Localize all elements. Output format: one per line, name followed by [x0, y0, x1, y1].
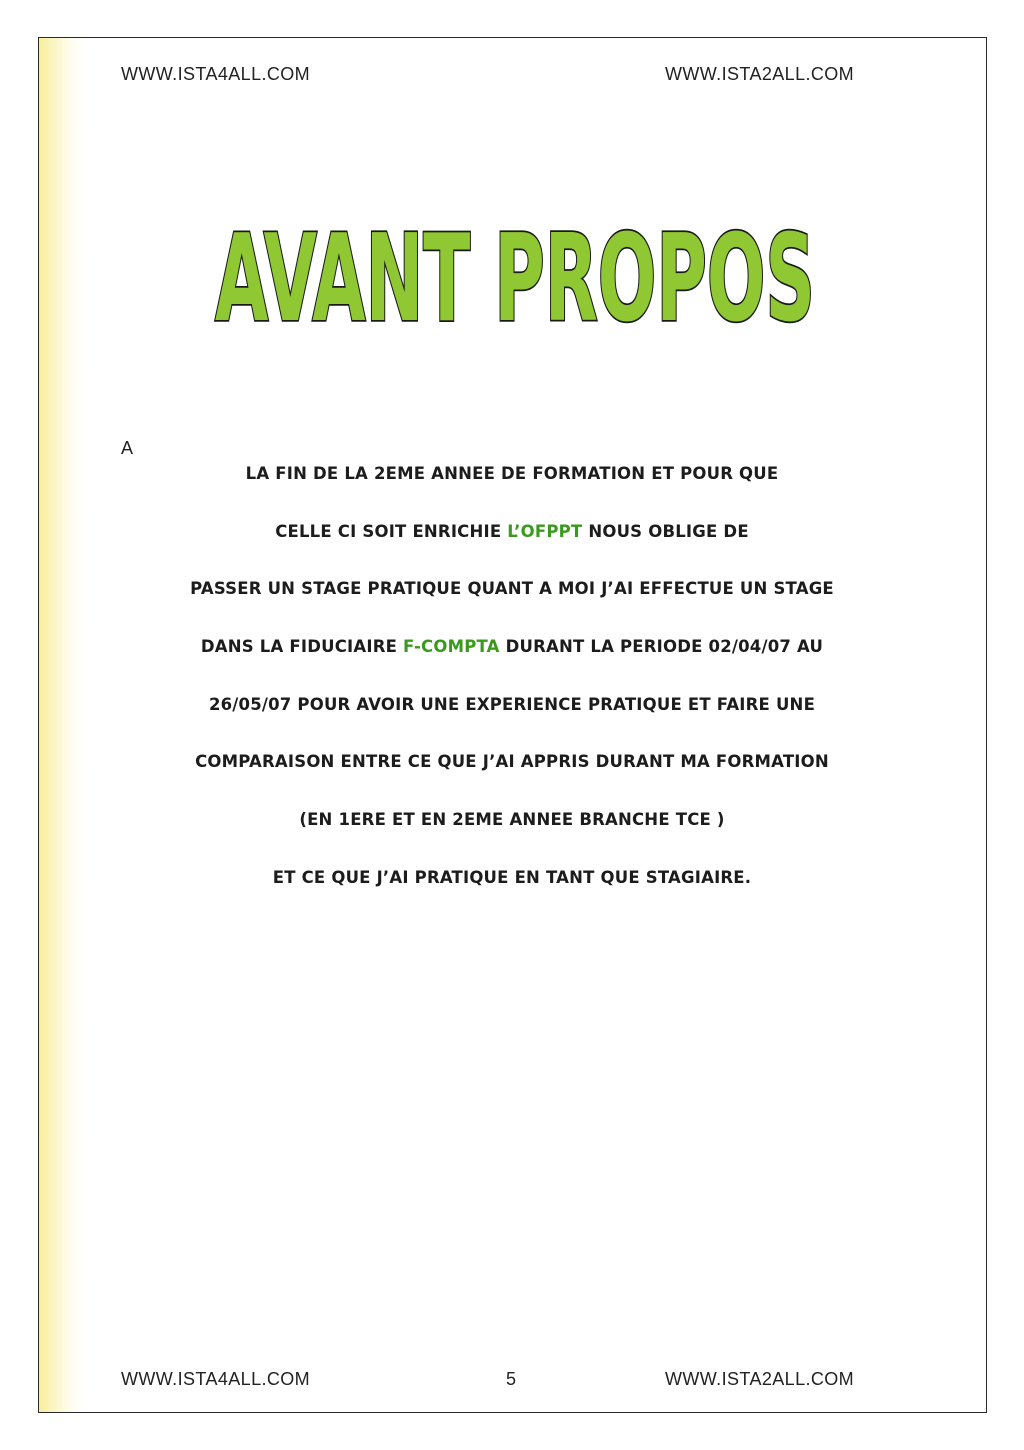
header-left-link[interactable]: WWW.ISTA4ALL.COM — [121, 64, 311, 84]
decorative-side-strip — [39, 38, 85, 1412]
page-title — [205, 160, 825, 360]
paragraph-line-3: PASSER UN STAGE PRATIQUE QUANT A MOI J’AI EFFECTUE UN STAGE — [190, 579, 834, 598]
line-2-text-end: NOUS OBLIGE DE — [582, 522, 749, 541]
footer-right-link[interactable]: WWW.ISTA2ALL.COM — [665, 1369, 855, 1389]
title-text: AVANT PROPOS — [215, 210, 815, 349]
header-right-link[interactable]: WWW.ISTA2ALL.COM — [665, 64, 855, 84]
paragraph-line-5: 26/05/07 POUR AVOIR UNE EXPERIENCE PRATIQUE ET FAIRE UNE — [208, 695, 816, 714]
title-wordart — [205, 160, 825, 360]
paragraph-line-8: ET CE QUE J’AI PRATIQUE EN TANT QUE STAGIAIRE. — [272, 868, 752, 887]
highlight-fcompta: F-COMPTA — [403, 637, 500, 656]
line-4-text: DANS LA FIDUCIAIRE — [200, 637, 404, 656]
paragraph-line-1: LA FIN DE LA 2EME ANNEE DE FORMATION ET POUR QUE — [245, 464, 779, 483]
highlight-ofppt: L’OFPPT — [507, 522, 583, 541]
page-number: 5 — [506, 1369, 517, 1389]
footer-left-link[interactable]: WWW.ISTA4ALL.COM — [121, 1369, 311, 1389]
paragraph-line-7: (EN 1ERE ET EN 2EME ANNEE BRANCHE TCE ) — [299, 810, 725, 829]
paragraph-dropcap: A — [121, 438, 134, 458]
line-2-text: CELLE CI SOIT ENRICHIE — [275, 522, 508, 541]
line-4-text-end: DURANT LA PERIODE 02/04/07 AU — [499, 637, 824, 656]
paragraph-line-2 — [100, 522, 924, 541]
paragraph-line-4 — [100, 637, 924, 656]
paragraph-line-6: COMPARAISON ENTRE CE QUE J’AI APPRIS DURANT MA FORMATION — [195, 752, 829, 771]
